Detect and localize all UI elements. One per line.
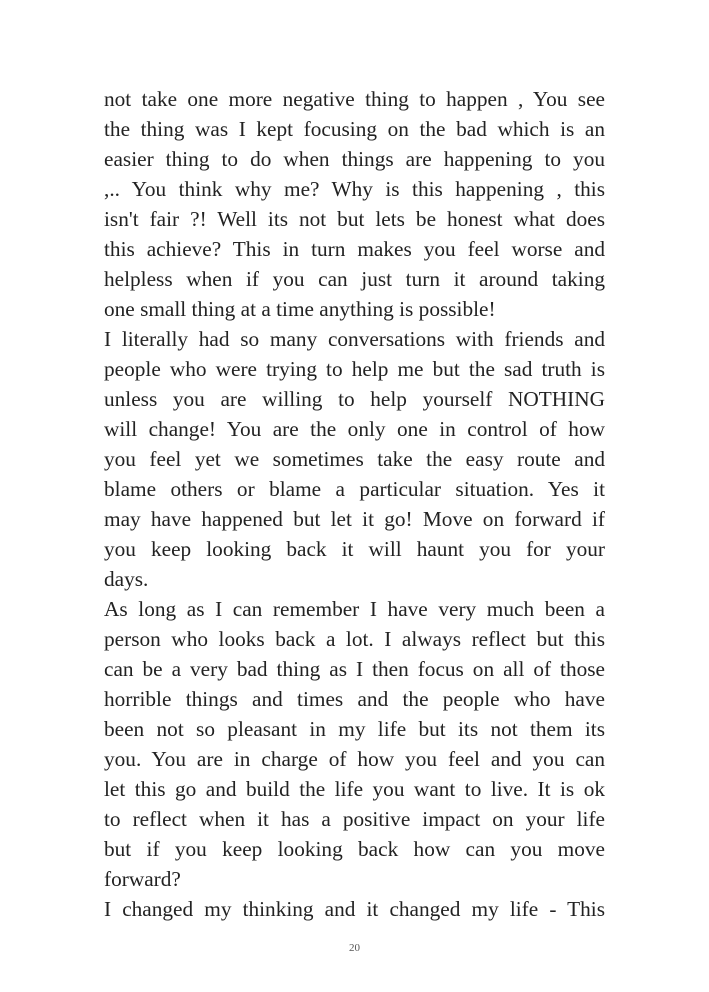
text-line: blame others or blame a particular situation. Yes it — [104, 477, 605, 501]
text-line: you. You are in charge of how you feel and you can — [104, 747, 605, 771]
body-text — [104, 84, 605, 924]
text-line: may have happened but let it go! Move on forward if — [104, 507, 605, 531]
text-line: days. — [104, 567, 149, 591]
text-line: ,.. You think why me? Why is this happening , this — [104, 177, 605, 201]
text-line: the thing was I kept focusing on the bad which is an — [104, 117, 605, 141]
text-line: I literally had so many conversations with friends and — [104, 327, 605, 351]
text-line: forward? — [104, 867, 181, 891]
text-line: unless you are willing to help yourself NOTHING — [104, 387, 605, 411]
text-line: you keep looking back it will haunt you for your — [104, 537, 605, 561]
text-line: to reflect when it has a positive impact on your life — [104, 807, 605, 831]
text-line: people who were trying to help me but the sad truth is — [104, 357, 605, 381]
text-line: but if you keep looking back how can you move — [104, 837, 605, 861]
text-line: isn't fair ?! Well its not but lets be honest what does — [104, 207, 605, 231]
text-line: As long as I can remember I have very much been a — [104, 597, 605, 621]
text-line: person who looks back a lot. I always reflect but this — [104, 627, 605, 651]
text-line: horrible things and times and the people who have — [104, 687, 605, 711]
text-line: helpless when if you can just turn it around taking — [104, 267, 605, 291]
text-line: one small thing at a time anything is possible! — [104, 297, 496, 321]
page-number: 20 — [349, 942, 360, 954]
text-line: I changed my thinking and it changed my life - This — [104, 897, 605, 921]
text-line: can be a very bad thing as I then focus on all of those — [104, 657, 605, 681]
text-line: not take one more negative thing to happen , You see — [104, 87, 605, 111]
text-line: easier thing to do when things are happening to you — [104, 147, 605, 171]
text-line: this achieve? This in turn makes you feel worse and — [104, 237, 605, 261]
text-line: will change! You are the only one in control of how — [104, 417, 605, 441]
text-line: you feel yet we sometimes take the easy route and — [104, 447, 605, 471]
text-line: let this go and build the life you want to live. It is ok — [104, 777, 605, 801]
text-line: been not so pleasant in my life but its not them its — [104, 717, 605, 741]
